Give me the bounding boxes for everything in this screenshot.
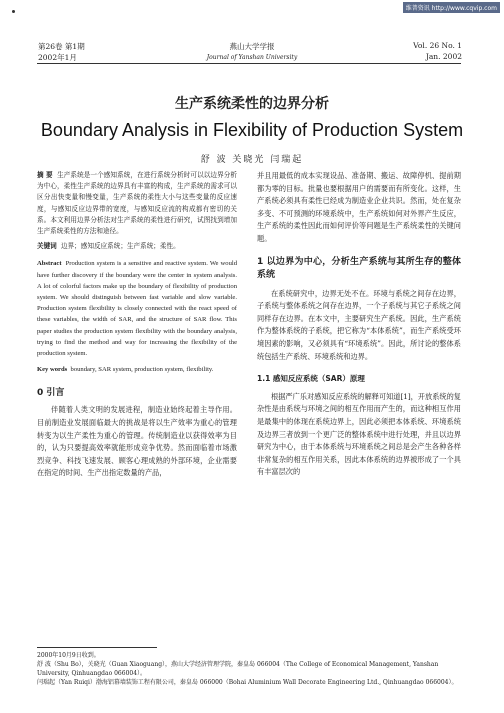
- header-journal-en: Journal of Yanshan University: [206, 54, 298, 61]
- keywords-cn-text: 边界；感知反应系统；生产系统；柔性。: [60, 242, 180, 251]
- title-cn: 生产系统柔性的边界分析: [175, 96, 329, 112]
- footnote: [37, 651, 461, 687]
- section-1-text: 在系统研究中，边界无处不在。环境与系统之间存在边界，子系统与整体系统之间存在边界，一个子系统与其它子系统之间同样存在边界。在本文中，主要研究生产系统。因此，生产系统作为整体系统的子系统，把它称为“本体系统”，而生产系统受环境因素的影响，又必须具有“环境系统”。因此，所讨论的整体系统包括生产系统、环境系统和边界。: [257, 288, 461, 361]
- section-0-text: 伴随着人类文明的发展进程，制造业始终起着主导作用。目前制造业发展面临最大的挑战是将以生产效率为重心的管理转变为以生产柔性为重心的管理。传统制造业以获得效率为目的，认为只要提高效率就能形成竞争优势。然而面临着市场激烈竞争、科技飞速发展、顾客心理成熟的外部环境，企业需要在指定的时间、生产出指定数量的产品，: [37, 405, 237, 478]
- keywords-en-label: Key words: [37, 366, 68, 374]
- left-column: [37, 170, 237, 480]
- title-en: Boundary Analysis in Flexibility of Production System: [40, 120, 464, 140]
- abstract-cn: [37, 170, 237, 237]
- abstract-cn-text: 生产系统是一个感知系统，在进行系统分析时可以以边界分析为中心，柔性生产系统的边界具有丰富的构成，生产系统的需求可以区分出快变量和慢变量，生产系统的柔性大小与这些变量的反应速度，与感知反应边界带的宽度，与感知反应流的构成都有密切的关系。本文利用边界分析法对生产系统的柔性进行研究，试图找到增加生产系统柔性的方法和途径。: [37, 171, 238, 236]
- margin-dot: [12, 10, 15, 13]
- abstract-en: [37, 258, 237, 359]
- section-1-1-text: 根据严广乐对感知反应系统的解释可知道[1]，开放系统的复杂性是由系统与环境之间的相互作用而产生的，而这种相互作用是最集中的体现在系统边界上，因此必须把本体系统、环境系统及边界三者放到一个更广泛的整体系统中进行处理，并且以边界研究为中心，由于本体系统与环境系统之间总是会产生各种各样非常复杂的相互作用关系，因此本体系统的边界被形成了一个具有丰富层次的: [257, 391, 461, 477]
- footnote-author-2: 闫瑞起（Yan Ruiqi）渤海铝幕墙装饰工程有限公司，秦皇岛 066000（Bohai Aluminium Wall Decorate Engineering Ltd., Qinhuangdao 066004）。: [37, 679, 458, 686]
- header-rule: [37, 63, 461, 64]
- source-stamp: 维普资讯 http://www.cqvip.com: [403, 2, 500, 13]
- keywords-cn-label: 关键词: [37, 242, 57, 251]
- keywords-en: [37, 364, 237, 375]
- right-column: [257, 170, 461, 479]
- authors: 舒 波 关晓光 闫瑞起: [200, 155, 304, 165]
- footnote-rule: [37, 647, 157, 648]
- header-journal-cn: 燕山大学学报: [229, 42, 275, 51]
- section-0-heading: 0 引言: [37, 388, 65, 399]
- footnote-received: 2000年10月9日收到。: [37, 652, 100, 659]
- section-1-1-heading: 1.1 感知反应系统（SAR）原理: [257, 374, 365, 384]
- section-1-heading: 1 以边界为中心，分析生产系统与其所生存的整体系统: [257, 256, 461, 280]
- header-date-en: Jan. 2002: [425, 52, 462, 61]
- header-date-cn: 2002年1月: [38, 53, 77, 62]
- header-volume-cn: 第26卷 第1期: [38, 42, 85, 51]
- right-top-text: 并且用最低的成本实现设品、准备期、搬运、故障停机、提前期都为零的目标。批量也要根据用户的需要而有所变化。这样，生产系统必须具有柔性已经成为制造业企业共识。然而，处在复杂多变、不可预测的环境系统中，生产系统如何对外界产生反应，生产系统的柔性因此而如何评价等问题是生产系统柔性的关键问题。: [257, 171, 461, 243]
- footnote-author-1: 舒 波（Shu Bo），关晓光（Guan Xiaoguang），燕山大学经济管理学院，秦皇岛 066004（The College of Economical Management, Yanshan University, Qinhuangdao 066004）。: [37, 661, 439, 677]
- keywords-en-text: boundary, SAR system, production system, flexibility.: [70, 366, 214, 374]
- keywords-cn: [37, 241, 237, 252]
- abstract-en-label: Abstract: [37, 260, 62, 268]
- abstract-cn-label: 摘 要: [37, 171, 53, 179]
- header-volume-en: Vol. 26 No. 1: [413, 41, 462, 50]
- abstract-en-text: Production system is a sensitive and reactive system. We would have further discovery if the boundary were the center in system analysis. A lot of colorful factors make up the boundary of flexibility of production system. We should distinguish between fast variable and slow variable. Production system flexibility is closely connected with the react speed of these variables, the width of SAR, and the structure of SAR flow. This paper studies the production system flexibility with the boundary analysis, trying to find the method and way for increasing the flexibility of the production system.: [37, 260, 238, 358]
